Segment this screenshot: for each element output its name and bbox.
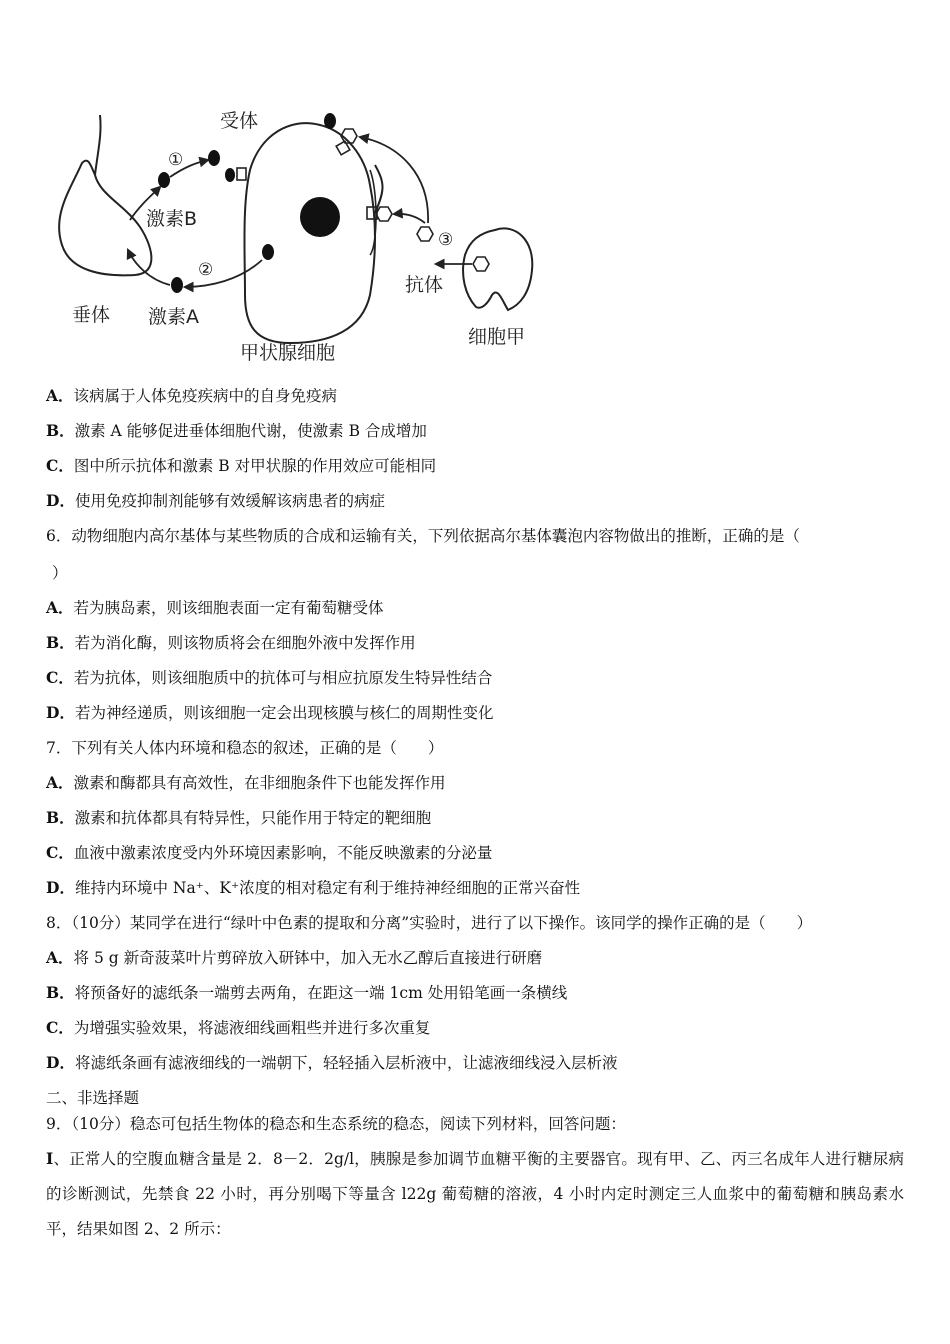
label-pituitary: 垂体 (72, 304, 111, 326)
q9-stem: 9．（10分）稳态可包括生物体的稳态和生态系统的稳态，阅读下列材料，回答问题： (46, 1115, 626, 1133)
q8-option-a: A．将 5 g 新奇菠菜叶片剪碎放入研钵中，加入无水乙醇后直接进行研磨 (46, 948, 543, 967)
arrow-3-top (360, 137, 428, 223)
q7-stem: 7．下列有关人体内环境和稳态的叙述，正确的是（ ） (46, 739, 444, 757)
q8-option-c: C．为增强实验效果，将滤液细线画粗些并进行多次重复 (46, 1018, 431, 1037)
q8-stem: 8．（10分）某同学在进行“绿叶中色素的提取和分离”实验时，进行了以下操作。该同学的操作正确的是（ ） (46, 914, 813, 932)
q6-option-a: A．若为胰岛素，则该细胞表面一定有葡萄糖受体 (46, 598, 384, 617)
nucleus (300, 197, 340, 237)
hormone-b-dot-3 (225, 168, 235, 182)
q5-option-a: A．该病属于人体免疫疾病中的自身免疫病 (46, 386, 338, 405)
q9-paragraph: I、正常人的空腹血糖含量是 2．8－2．2g/l，胰腺是参加调节血糖平衡的主要器官。现有甲、乙、丙三名成年人进行糖尿病的诊断测试，先禁食 22 小时，再分别喝下等量含 l22g 葡萄糖的溶液，4 小时内定时测定三人血浆中的葡萄糖和胰岛素水平，结果如图 2、2 所示： (46, 1149, 904, 1238)
section-heading: 二、非选择题 (46, 1089, 140, 1107)
q6-option-b: B．若为消化酶，则该物质将会在细胞外液中发挥作用 (46, 633, 416, 652)
q6-option-d: D．若为神经递质，则该细胞一定会出现核膜与核仁的周期性变化 (46, 703, 494, 722)
label-hormone-b: 激素B (146, 208, 198, 230)
label-num2: ② (198, 260, 214, 280)
receptor-top-left (237, 168, 246, 180)
q6-stem-end: ） (52, 564, 68, 582)
diagram-svg (40, 95, 560, 380)
q7-option-c: C．血液中激素浓度受内外环境因素影响，不能反映激素的分泌量 (46, 843, 493, 862)
arrow-3-right (394, 214, 425, 223)
label-thyroid-cell: 甲状腺细胞 (240, 342, 336, 364)
label-hormone-a: 激素A (148, 306, 199, 328)
q8-option-b: B．将预备好的滤纸条一端剪去两角，在距这一端 1cm 处用铅笔画一条横线 (46, 983, 568, 1002)
label-num1: ① (168, 150, 184, 170)
pituitary-shape (59, 161, 151, 276)
q5-option-c: C．图中所示抗体和激素 B 对甲状腺的作用效应可能相同 (46, 456, 437, 475)
q7-option-b: B．激素和抗体都具有特异性，只能作用于特定的靶细胞 (46, 808, 432, 827)
label-cell-jia: 细胞甲 (468, 326, 526, 348)
arrow-2 (185, 260, 262, 287)
hormone-b-dot-2 (208, 150, 220, 166)
q6-option-c: C．若为抗体，则该细胞质中的抗体可与相应抗原发生特异性结合 (46, 668, 493, 687)
q7-option-a: A．激素和酶都具有高效性，在非细胞条件下也能发挥作用 (46, 773, 446, 792)
hormone-dot-top (324, 113, 336, 129)
q7-option-d: D．维持内环境中 Na⁺、K⁺浓度的相对稳定有利于维持神经细胞的正常兴奋性 (46, 878, 581, 897)
q8-option-d: D．将滤纸条画有滤液细线的一端朝下，轻轻插入层析液中，让滤液细线浸入层析液 (46, 1053, 618, 1072)
thyroid-antibody-diagram (40, 95, 560, 380)
q6-stem: 6．动物细胞内高尔基体与某些物质的合成和运输有关，下列依据高尔基体囊泡内容物做出的推断，正确的是（ (46, 527, 800, 545)
hormone-b-dot-1 (158, 172, 170, 188)
cell-jia-shape (463, 228, 532, 310)
label-antibody: 抗体 (405, 274, 444, 296)
hormone-a-dot-2 (171, 277, 183, 293)
q5-option-d: D．使用免疫抑制剂能够有效缓解该病患者的病症 (46, 491, 385, 510)
label-receptor: 受体 (220, 110, 259, 132)
antibody-right (376, 207, 392, 221)
pituitary-upper (95, 115, 101, 175)
hormone-a-dot-1 (262, 244, 274, 260)
q5-option-b: B．激素 A 能够促进垂体细胞代谢，使激素 B 合成增加 (46, 421, 427, 440)
label-num3: ③ (438, 230, 454, 250)
antibody-free (417, 227, 433, 241)
antibody-in-cell (473, 257, 489, 271)
